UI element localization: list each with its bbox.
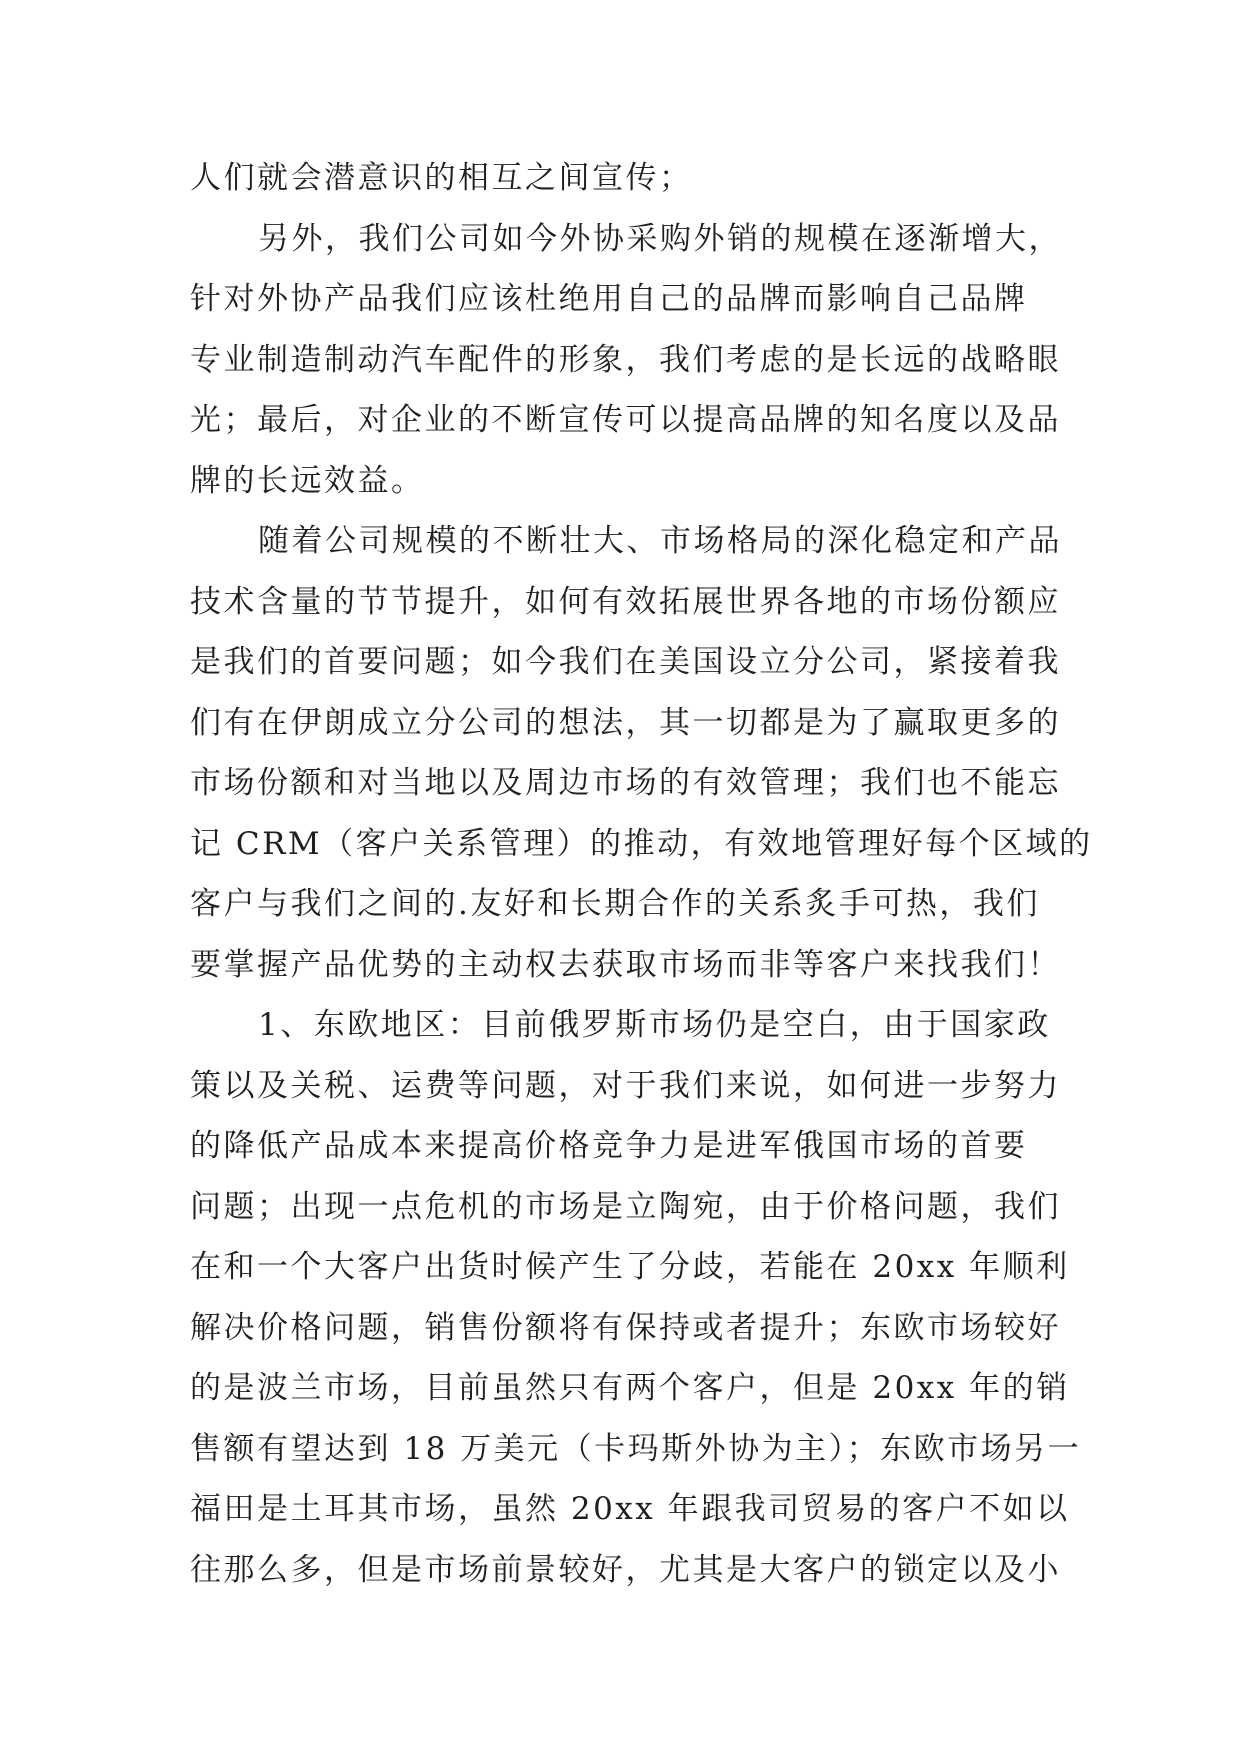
text-line: 记 CRM（客户关系管理）的推动，有效地管理好每个区域的 <box>190 825 1093 862</box>
text-line: 光；最后，对企业的不断宣传可以提高品牌的知名度以及品 <box>190 402 1061 438</box>
text-line: 在和一个大客户出货时候产生了分歧，若能在 20xx 年顺利 <box>190 1249 1070 1285</box>
text-line: 策以及关税、运费等问题，对于我们来说，如何进一步努力 <box>190 1067 1061 1104</box>
text-line: 的是波兰市场，目前虽然只有两个客户，但是 20xx 年的销 <box>190 1370 1070 1406</box>
text-line: 问题；出现一点危机的市场是立陶宛，由于价格问题，我们 <box>190 1188 1061 1225</box>
text-line: 随着公司规模的不断壮大、市场格局的深化稳定和产品 <box>258 523 1062 559</box>
text-line: 的降低产品成本来提高价格竞争力是进军俄国市场的首要 <box>190 1128 1028 1164</box>
text-line: 要掌握产品优势的主动权去获取市场而非等客户来找我们！ <box>190 946 1061 983</box>
text-line: 解决价格问题，销售份额将有保持或者提升；东欧市场较好 <box>190 1309 1061 1346</box>
text-line: 针对外协产品我们应该杜绝用自己的品牌而影响自己品牌 <box>190 281 1028 317</box>
text-line: 福田是土耳其市场，虽然 20xx 年跟我司贸易的客户不如以 <box>190 1491 1070 1527</box>
text-line: 往那么多，但是市场前景较好，尤其是大客户的锁定以及小 <box>190 1551 1061 1588</box>
text-line: 是我们的首要问题；如今我们在美国设立分公司，紧接着我 <box>190 644 1061 680</box>
text-line: 们有在伊朗成立分公司的想法，其一切都是为了赢取更多的 <box>190 704 1061 741</box>
text-line: 专业制造制动汽车配件的形象，我们考虑的是长远的战略眼 <box>190 341 1061 378</box>
text-line: 1、东欧地区：目前俄罗斯市场仍是空白，由于国家政 <box>258 1007 1051 1043</box>
body-text <box>190 148 1093 1600</box>
text-line: 客户与我们之间的.友好和长期合作的关系炙手可热，我们 <box>190 886 1040 922</box>
text-line: 牌的长远效益。 <box>190 462 425 499</box>
text-line: 另外，我们公司如今外协采购外销的规模在逐渐增大， <box>258 220 1062 257</box>
text-line: 人们就会潜意识的相互之间宣传； <box>190 160 693 196</box>
text-line: 市场份额和对当地以及周边市场的有效管理；我们也不能忘 <box>190 765 1061 801</box>
text-line: 技术含量的节节提升，如何有效拓展世界各地的市场份额应 <box>190 583 1061 620</box>
text-line: 售额有望达到 18 万美元（卡玛斯外协为主）；东欧市场另一 <box>190 1430 1082 1467</box>
